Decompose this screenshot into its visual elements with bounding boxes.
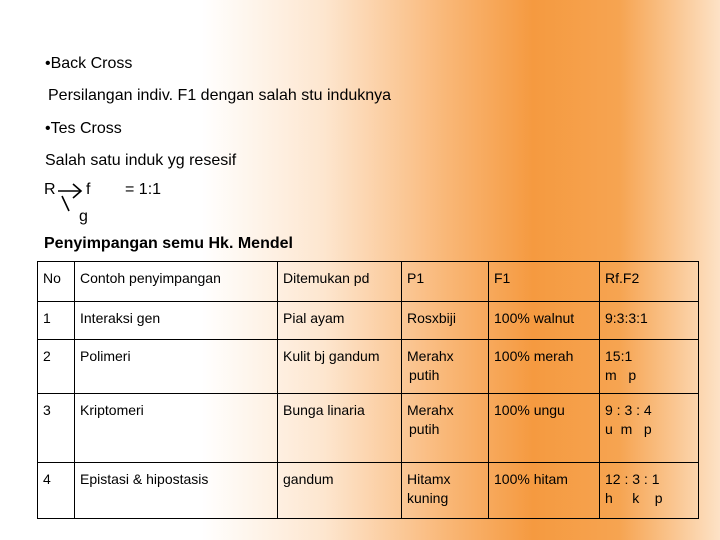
cell-rf-f2 <box>600 463 699 519</box>
table-row <box>38 463 699 519</box>
cell-rf-line: 12 : 3 : 1 <box>605 471 660 487</box>
cell-ditemukan: Pial ayam <box>278 302 402 340</box>
header-f1: F1 <box>489 262 600 302</box>
cell-ditemukan: Kulit bj gandum <box>278 340 402 394</box>
tes-cross-heading: •Tes Cross <box>45 120 122 137</box>
table-row <box>38 340 699 394</box>
cell-rf-f2 <box>600 394 699 463</box>
cell-f1: 100% walnut <box>489 302 600 340</box>
cell-rf-f2 <box>600 340 699 394</box>
header-contoh: Contoh penyimpangan <box>75 262 278 302</box>
cell-rf-line: h k p <box>605 490 663 506</box>
cell-rf-f2 <box>600 302 699 340</box>
back-cross-heading: •Back Cross <box>45 55 133 72</box>
cell-rf-line: m p <box>605 367 637 383</box>
header-ditemukan: Ditemukan pd <box>278 262 402 302</box>
cell-rf-line: 9 : 3 : 4 <box>605 402 652 418</box>
cell-p1-line: Merahx <box>407 348 454 364</box>
cell-ditemukan: gandum <box>278 463 402 519</box>
cell-p1 <box>402 302 489 340</box>
cell-contoh: Polimeri <box>75 340 278 394</box>
cell-p1 <box>402 463 489 519</box>
table-row <box>38 302 699 340</box>
cell-p1-line: putih <box>409 421 440 437</box>
tes-cross-definition: Salah satu induk yg resesif <box>45 152 237 169</box>
cell-p1 <box>402 340 489 394</box>
cell-ditemukan: Bunga linaria <box>278 394 402 463</box>
cell-no: 2 <box>38 340 75 394</box>
cell-rf-line: 15:1 <box>605 348 633 364</box>
cell-rf-line: u m p <box>605 421 652 437</box>
header-rf-f2: Rf.F2 <box>600 262 699 302</box>
formula-g: g <box>79 208 88 225</box>
cell-no: 1 <box>38 302 75 340</box>
cell-contoh: Epistasi & hipostasis <box>75 463 278 519</box>
cell-p1 <box>402 394 489 463</box>
table-row <box>38 394 699 463</box>
formula-f: f <box>86 181 91 198</box>
cell-p1-line: Hitamx <box>407 471 451 487</box>
cell-f1: 100% ungu <box>489 394 600 463</box>
cell-no: 4 <box>38 463 75 519</box>
formula-ratio: = 1:1 <box>125 181 162 198</box>
cell-contoh: Kriptomeri <box>75 394 278 463</box>
cell-contoh: Interaksi gen <box>75 302 278 340</box>
cell-f1: 100% hitam <box>489 463 600 519</box>
formula-r: R <box>44 181 56 198</box>
header-p1: P1 <box>402 262 489 302</box>
cell-f1: 100% merah <box>489 340 600 394</box>
back-cross-definition: Persilangan indiv. F1 dengan salah stu induknya <box>48 87 392 104</box>
header-no: No <box>38 262 75 302</box>
penyimpangan-table <box>37 261 699 519</box>
cell-p1-line: putih <box>409 367 440 383</box>
cell-rf-line: 9:3:3:1 <box>605 310 648 326</box>
table-header-row <box>38 262 699 302</box>
cell-p1-line: Rosxbiji <box>407 310 457 326</box>
cell-p1-line: Merahx <box>407 402 454 418</box>
section-title: Penyimpangan semu Hk. Mendel <box>44 235 293 252</box>
cell-no: 3 <box>38 394 75 463</box>
cell-p1-line: kuning <box>407 490 449 506</box>
